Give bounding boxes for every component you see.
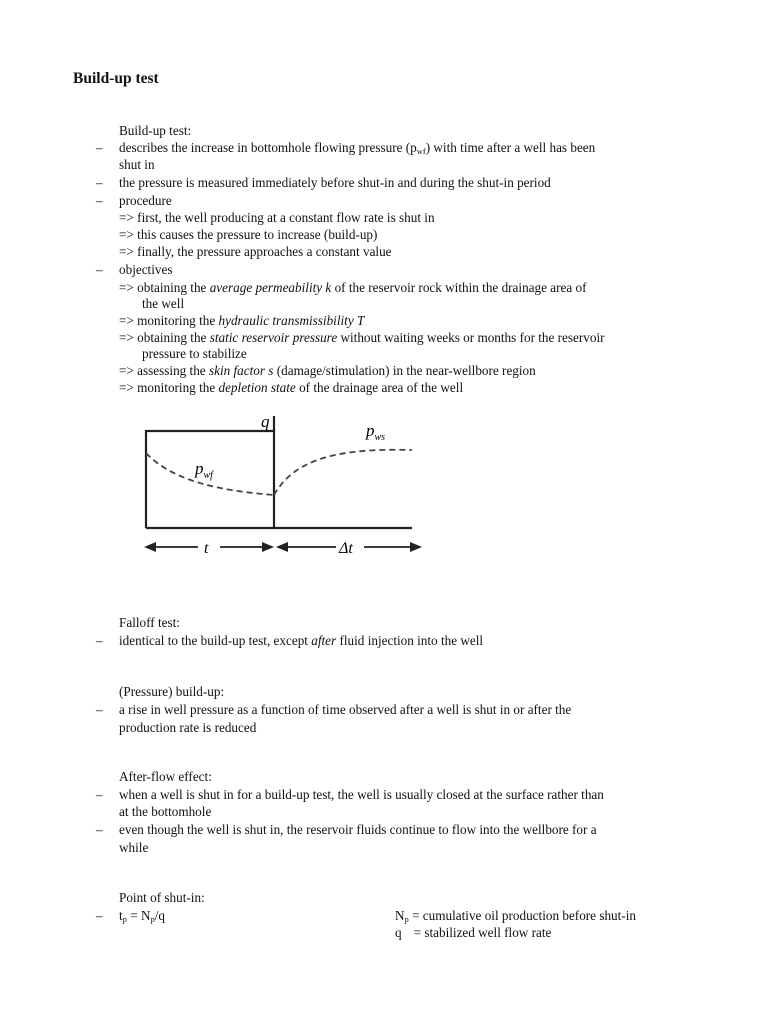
bullet-afterflow-2-cont: while (119, 840, 149, 855)
buildup-diagram (130, 408, 430, 563)
label-pws: $p_{ws}$ (366, 421, 386, 443)
bullet-dash: – (96, 633, 103, 648)
bullet-dash: – (96, 140, 103, 155)
section-heading-buildup: Build-up test: (119, 123, 192, 138)
t-arrow-left-head (144, 542, 156, 552)
objective-3: => obtaining the static reservoir pressure without waiting weeks or months for the reservoir (119, 330, 605, 345)
t-arrow-right-head (262, 542, 274, 552)
section-heading-afterflow: After-flow effect: (119, 769, 212, 784)
q-definition: q = stabilized well flow rate (395, 925, 552, 940)
dt-arrow-left-head (276, 542, 288, 552)
label-t: t (204, 540, 209, 557)
bullet-measurement: the pressure is measured immediately before shut-in and during the shut-in period (119, 175, 551, 190)
label-q: q (261, 412, 270, 431)
bullet-dash: – (96, 822, 103, 837)
section-heading-pressure-buildup: (Pressure) build-up: (119, 684, 225, 699)
objective-1-cont: the well (142, 296, 185, 311)
objective-1: => obtaining the average permeability k of the reservoir rock within the drainage area of (119, 280, 587, 295)
procedure-step-2: => this causes the pressure to increase (build-up) (119, 227, 378, 242)
bullet-pressure-buildup: a rise in well pressure as a function of time observed after a well is shut in or after the (119, 702, 572, 717)
pws-curve (274, 450, 412, 495)
bullet-dash: – (96, 193, 103, 208)
label-dt: Δt (339, 540, 353, 557)
bullet-falloff: identical to the build-up test, except after fluid injection into the well (119, 633, 484, 648)
bullet-dash: – (96, 175, 103, 190)
procedure-step-1: => first, the well producing at a constant flow rate is shut in (119, 210, 435, 225)
objective-4: => assessing the skin factor s (damage/stimulation) in the near-wellbore region (119, 363, 536, 378)
objective-5: => monitoring the depletion state of the drainage area of the well (119, 380, 464, 395)
section-heading-falloff: Falloff test: (119, 615, 180, 630)
bullet-description-cont: shut in (119, 157, 155, 172)
objective-3-cont: pressure to stabilize (142, 346, 247, 361)
section-heading-shutin: Point of shut-in: (119, 890, 205, 905)
bullet-dash: – (96, 262, 103, 277)
bullet-dash: – (96, 908, 103, 923)
page-title: Build-up test (73, 70, 159, 87)
bullet-objectives: objectives (119, 262, 173, 277)
bullet-procedure: procedure (119, 193, 172, 208)
procedure-step-3: => finally, the pressure approaches a constant value (119, 244, 392, 259)
bullet-afterflow-2: even though the well is shut in, the reservoir fluids continue to flow into the wellbore for a (119, 822, 597, 837)
objective-2: => monitoring the hydraulic transmissibility T (119, 313, 365, 328)
tp-formula: $t_p = N_p/q$ (119, 908, 165, 924)
bullet-description: describes the increase in bottomhole flowing pressure $(p_{wf})$ with time after a well has been (119, 140, 596, 156)
dt-arrow-right-head (410, 542, 422, 552)
bullet-afterflow-1-cont: at the bottomhole (119, 804, 212, 819)
bullet-pressure-buildup-cont: production rate is reduced (119, 720, 257, 735)
bullet-dash: – (96, 702, 103, 717)
np-definition: $N_p$ = cumulative oil production before shut-in (395, 908, 636, 924)
label-pwf: $p_{wf}$ (195, 459, 213, 481)
bullet-afterflow-1: when a well is shut in for a build-up test, the well is usually closed at the surface rather than (119, 787, 604, 802)
bullet-dash: – (96, 787, 103, 802)
